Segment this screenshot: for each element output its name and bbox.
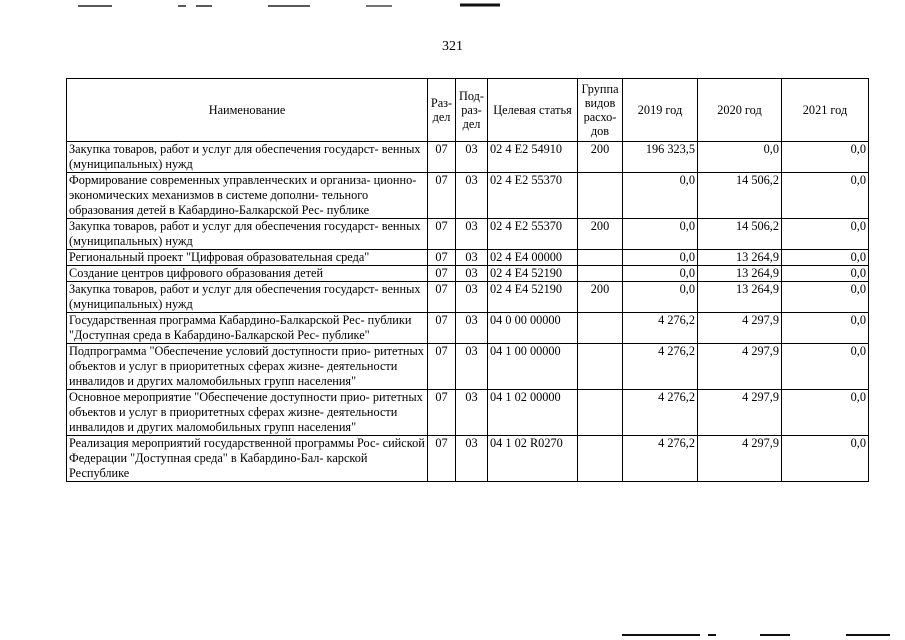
row-2019: 0,0 <box>623 173 698 219</box>
row-name: Закупка товаров, работ и услуг для обеспечения государст- венных (муниципальных) нужд <box>67 219 428 250</box>
row-expense-group: 200 <box>578 282 623 313</box>
row-2019: 196 323,5 <box>623 142 698 173</box>
row-target-article: 04 0 00 00000 <box>488 313 578 344</box>
row-expense-group <box>578 250 623 266</box>
table-row <box>67 344 869 390</box>
row-2020: 13 264,9 <box>698 282 782 313</box>
row-expense-group <box>578 313 623 344</box>
row-2019: 0,0 <box>623 219 698 250</box>
row-2019: 4 276,2 <box>623 344 698 390</box>
row-2021: 0,0 <box>782 250 869 266</box>
row-expense-group <box>578 173 623 219</box>
row-subsection: 03 <box>456 436 488 482</box>
row-2021: 0,0 <box>782 390 869 436</box>
row-name: Реализация мероприятий государственной программы Рос- сийской Федерации "Доступная среда" в Кабардино-Бал- карской Республике <box>67 436 428 482</box>
row-name: Региональный проект "Цифровая образовательная среда" <box>67 250 428 266</box>
table-row <box>67 250 869 266</box>
row-target-article: 02 4 E2 55370 <box>488 173 578 219</box>
row-section: 07 <box>428 390 456 436</box>
header-subsection: Под- раз- дел <box>456 79 488 142</box>
row-subsection: 03 <box>456 219 488 250</box>
row-target-article: 04 1 00 00000 <box>488 344 578 390</box>
row-subsection: 03 <box>456 250 488 266</box>
row-expense-group: 200 <box>578 219 623 250</box>
row-section: 07 <box>428 250 456 266</box>
row-name: Закупка товаров, работ и услуг для обеспечения государст- венных (муниципальных) нужд <box>67 282 428 313</box>
row-2019: 4 276,2 <box>623 436 698 482</box>
row-2020: 0,0 <box>698 142 782 173</box>
row-target-article: 02 4 E4 52190 <box>488 282 578 313</box>
row-2019: 4 276,2 <box>623 313 698 344</box>
row-2020: 14 506,2 <box>698 219 782 250</box>
row-2021: 0,0 <box>782 282 869 313</box>
row-subsection: 03 <box>456 266 488 282</box>
row-target-article: 02 4 E2 54910 <box>488 142 578 173</box>
row-section: 07 <box>428 142 456 173</box>
table-row <box>67 313 869 344</box>
row-2020: 4 297,9 <box>698 344 782 390</box>
row-subsection: 03 <box>456 313 488 344</box>
row-2020: 13 264,9 <box>698 250 782 266</box>
row-section: 07 <box>428 219 456 250</box>
row-2019: 0,0 <box>623 266 698 282</box>
row-section: 07 <box>428 436 456 482</box>
table-row <box>67 219 869 250</box>
row-2020: 4 297,9 <box>698 390 782 436</box>
row-section: 07 <box>428 344 456 390</box>
scan-artifact-bottom <box>0 630 905 640</box>
row-name: Государственная программа Кабардино-Балкарской Рес- публики "Доступная среда в Кабардино-Балкарской Рес- публике" <box>67 313 428 344</box>
table-row <box>67 266 869 282</box>
row-2021: 0,0 <box>782 266 869 282</box>
row-2019: 0,0 <box>623 250 698 266</box>
row-2019: 0,0 <box>623 282 698 313</box>
header-target-article: Целевая статья <box>488 79 578 142</box>
row-2021: 0,0 <box>782 313 869 344</box>
row-name: Закупка товаров, работ и услуг для обеспечения государст- венных (муниципальных) нужд <box>67 142 428 173</box>
row-expense-group <box>578 344 623 390</box>
row-2021: 0,0 <box>782 219 869 250</box>
row-2021: 0,0 <box>782 436 869 482</box>
row-target-article: 02 4 E2 55370 <box>488 219 578 250</box>
row-section: 07 <box>428 313 456 344</box>
table-row <box>67 173 869 219</box>
header-2021: 2021 год <box>782 79 869 142</box>
table-row <box>67 390 869 436</box>
row-section: 07 <box>428 173 456 219</box>
row-name: Формирование современных управленческих и организа- ционно-экономических механизмов в системе дополни- тельного образования детей в Кабардино-Балкарской Рес- публике <box>67 173 428 219</box>
header-2019: 2019 год <box>623 79 698 142</box>
table-row <box>67 436 869 482</box>
table-row <box>67 282 869 313</box>
row-subsection: 03 <box>456 142 488 173</box>
header-expense-group: Группа видов расхо- дов <box>578 79 623 142</box>
table-row <box>67 142 869 173</box>
row-2020: 14 506,2 <box>698 173 782 219</box>
page-number: 321 <box>442 39 463 54</box>
header-section: Раз- дел <box>428 79 456 142</box>
row-2019: 4 276,2 <box>623 390 698 436</box>
row-2020: 13 264,9 <box>698 266 782 282</box>
row-2021: 0,0 <box>782 173 869 219</box>
row-2021: 0,0 <box>782 344 869 390</box>
row-2020: 4 297,9 <box>698 436 782 482</box>
row-subsection: 03 <box>456 282 488 313</box>
row-target-article: 04 1 02 00000 <box>488 390 578 436</box>
row-subsection: 03 <box>456 390 488 436</box>
row-section: 07 <box>428 282 456 313</box>
row-2020: 4 297,9 <box>698 313 782 344</box>
row-expense-group <box>578 266 623 282</box>
row-subsection: 03 <box>456 173 488 219</box>
header-name: Наименование <box>67 79 428 142</box>
row-expense-group: 200 <box>578 142 623 173</box>
row-name: Создание центров цифрового образования детей <box>67 266 428 282</box>
row-expense-group <box>578 436 623 482</box>
header-row <box>67 79 869 142</box>
row-section: 07 <box>428 266 456 282</box>
row-name: Основное мероприятие "Обеспечение доступности прио- ритетных объектов и услуг в приоритетных сферах жизне- деятельности инвалидов и других маломобильных групп населения" <box>67 390 428 436</box>
row-target-article: 02 4 E4 00000 <box>488 250 578 266</box>
row-target-article: 04 1 02 R0270 <box>488 436 578 482</box>
row-name: Подпрограмма "Обеспечение условий доступности прио- ритетных объектов и услуг в приоритетных сферах жизне- деятельности инвалидов и других маломобильных групп населения" <box>67 344 428 390</box>
row-expense-group <box>578 390 623 436</box>
header-2020: 2020 год <box>698 79 782 142</box>
budget-table <box>66 78 869 482</box>
row-2021: 0,0 <box>782 142 869 173</box>
row-target-article: 02 4 E4 52190 <box>488 266 578 282</box>
scan-artifact-top <box>0 0 905 12</box>
row-subsection: 03 <box>456 344 488 390</box>
